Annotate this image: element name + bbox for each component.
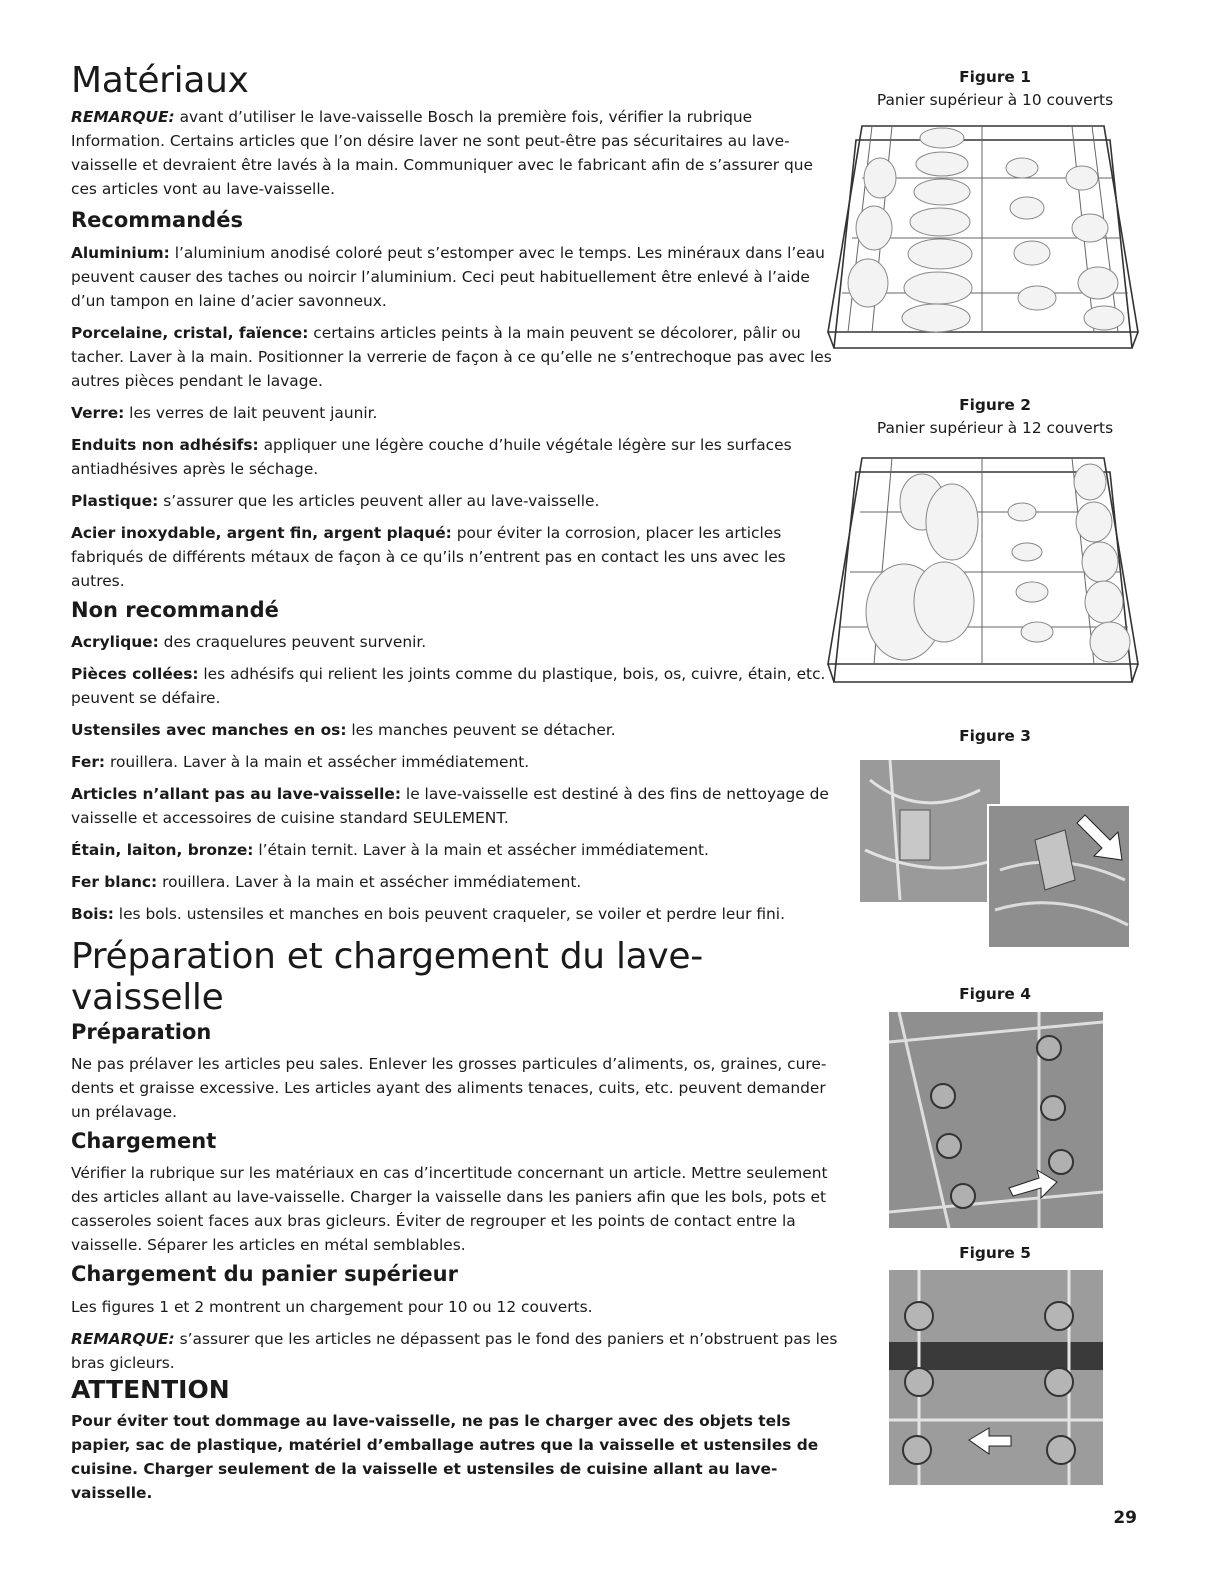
figure-2 <box>845 394 1145 440</box>
figure-5 <box>845 1242 1145 1264</box>
figure-5-title: Figure 5 <box>959 1244 1031 1262</box>
figure-4-photo <box>889 1012 1103 1228</box>
preparation-text: Ne pas prélaver les articles peu sales. Enlever les grosses particules d’aliments, os, graines, cure-dents et graisse excessive. Les articles ayant des aliments tenaces, cuits, etc. peuvent demander un prélavage. <box>71 1055 827 1122</box>
loading-subtitle: Chargement <box>71 1129 217 1154</box>
materials-note: REMARQUE: avant d’utiliser le lave-vaisselle Bosch la première fois, vérifier la rubrique Information. Certains articles que l’on désire laver ne sont peut-être pas sécuritaires au lave-vaisselle et devraient être lavés à la main. Communiquer avec le fabricant afin de s’assurer que ces articles vont au lave-vaisselle. <box>71 108 814 199</box>
not-recommended-item: Étain, laiton, bronze: l’étain ternit. Laver à la main et assécher immédiatement. <box>71 840 709 859</box>
figure-2-title: Figure 2 <box>959 396 1031 414</box>
upper-rack-title: Chargement du panier supérieur <box>71 1262 458 1287</box>
figure-3 <box>845 725 1145 747</box>
figure-1-rack-illustration <box>822 118 1144 358</box>
not-recommended-item: Pièces collées: les adhésifs qui relient les joints comme du plastique, bois, os, cuivre, étain, etc. peuvent se défaire. <box>71 664 826 707</box>
not-recommended-item: Ustensiles avec manches en os: les manches peuvent se détacher. <box>71 720 616 739</box>
figure-2-rack-illustration <box>822 452 1144 692</box>
figure-1 <box>845 66 1145 112</box>
not-recommended-item: Fer: rouillera. Laver à la main et assécher immédiatement. <box>71 752 530 771</box>
not-recommended-item: Bois: les bols. ustensiles et manches en bois peuvent craqueler, se voiler et perdre leur fini. <box>71 904 785 923</box>
recommended-title: Recommandés <box>71 208 243 233</box>
page-number: 29 <box>1113 1508 1137 1528</box>
not-recommended-item: Articles n’allant pas au lave-vaisselle: le lave-vaisselle est destiné à des fins de nettoyage de vaisselle et accessoires de cuisine standard SEULEMENT. <box>71 784 829 827</box>
not-recommended-item: Fer blanc: rouillera. Laver à la main et assécher immédiatement. <box>71 872 582 891</box>
materials-title: Matériaux <box>71 60 249 101</box>
upper-rack-note: REMARQUE: s’assurer que les articles ne dépassent pas le fond des paniers et n’obstruent pas les bras gicleurs. <box>71 1329 838 1372</box>
upper-rack-text: Les figures 1 et 2 montrent un chargement pour 10 ou 12 couverts. <box>71 1297 593 1316</box>
figure-3-title: Figure 3 <box>959 727 1031 745</box>
loading-text: Vérifier la rubrique sur les matériaux en cas d’incertitude concernant un article. Mettre seulement des articles allant au lave-vaisselle. Charger la vaisselle dans les paniers afin que les bols, pots et casseroles soient faces aux bras gicleurs. Éviter de regrouper et les points de contact entre la vaisselle. Séparer les articles en métal semblables. <box>71 1164 828 1255</box>
main-column <box>71 60 841 1505</box>
recommended-item: Plastique: s’assurer que les articles peuvent aller au lave-vaisselle. <box>71 491 600 510</box>
preparation-title: Préparation <box>71 1019 212 1044</box>
attention-title: ATTENTION <box>71 1374 230 1404</box>
recommended-item: Enduits non adhésifs: appliquer une légère couche d’huile végétale légère sur les surfaces antiadhésives après le séchage. <box>71 435 792 478</box>
recommended-item: Aluminium: l’aluminium anodisé coloré peut s’estomper avec le temps. Les minéraux dans l’eau peuvent causer des taches ou noircir l’aluminium. Ceci peut habituellement être enlevé à l’aide d’un tampon en laine d’acier savonneux. <box>71 243 825 310</box>
figure-1-title: Figure 1 <box>959 68 1031 86</box>
not-recommended-item: Acrylique: des craquelures peuvent survenir. <box>71 632 427 651</box>
loading-title: Préparation et chargement du lave-vaisselle <box>71 935 703 1019</box>
figure-4 <box>845 983 1145 1005</box>
recommended-item: Porcelaine, cristal, faïence: certains articles peints à la main peuvent se décolorer, pâlir ou tacher. Laver à la main. Positionner la verrerie de façon à ce qu’elle ne s’entrechoque pas avec les autres pièces pendant le lavage. <box>71 323 832 390</box>
attention-text: Pour éviter tout dommage au lave-vaisselle, ne pas le charger avec des objets tels papier, sac de plastique, matériel d’emballage autres que la vaisselle et ustensiles de cuisine. Charger seulement de la vaisselle et ustensiles de cuisine allant au lave-vaisselle. <box>71 1411 819 1502</box>
recommended-item: Verre: les verres de lait peuvent jaunir. <box>71 403 378 422</box>
figure-1-caption: Panier supérieur à 10 couverts <box>876 91 1114 109</box>
figure-5-photo <box>889 1270 1103 1485</box>
figure-3-photo <box>860 760 1130 950</box>
not-recommended-title: Non recommandé <box>71 597 279 622</box>
figure-2-caption: Panier supérieur à 12 couverts <box>876 419 1114 437</box>
recommended-item: Acier inoxydable, argent fin, argent plaqué: pour éviter la corrosion, placer les articles fabriqués de différents métaux de façon à ce qu’ils n’entrent pas en contact les uns avec les autres. <box>71 523 786 590</box>
figure-4-title: Figure 4 <box>959 985 1031 1003</box>
